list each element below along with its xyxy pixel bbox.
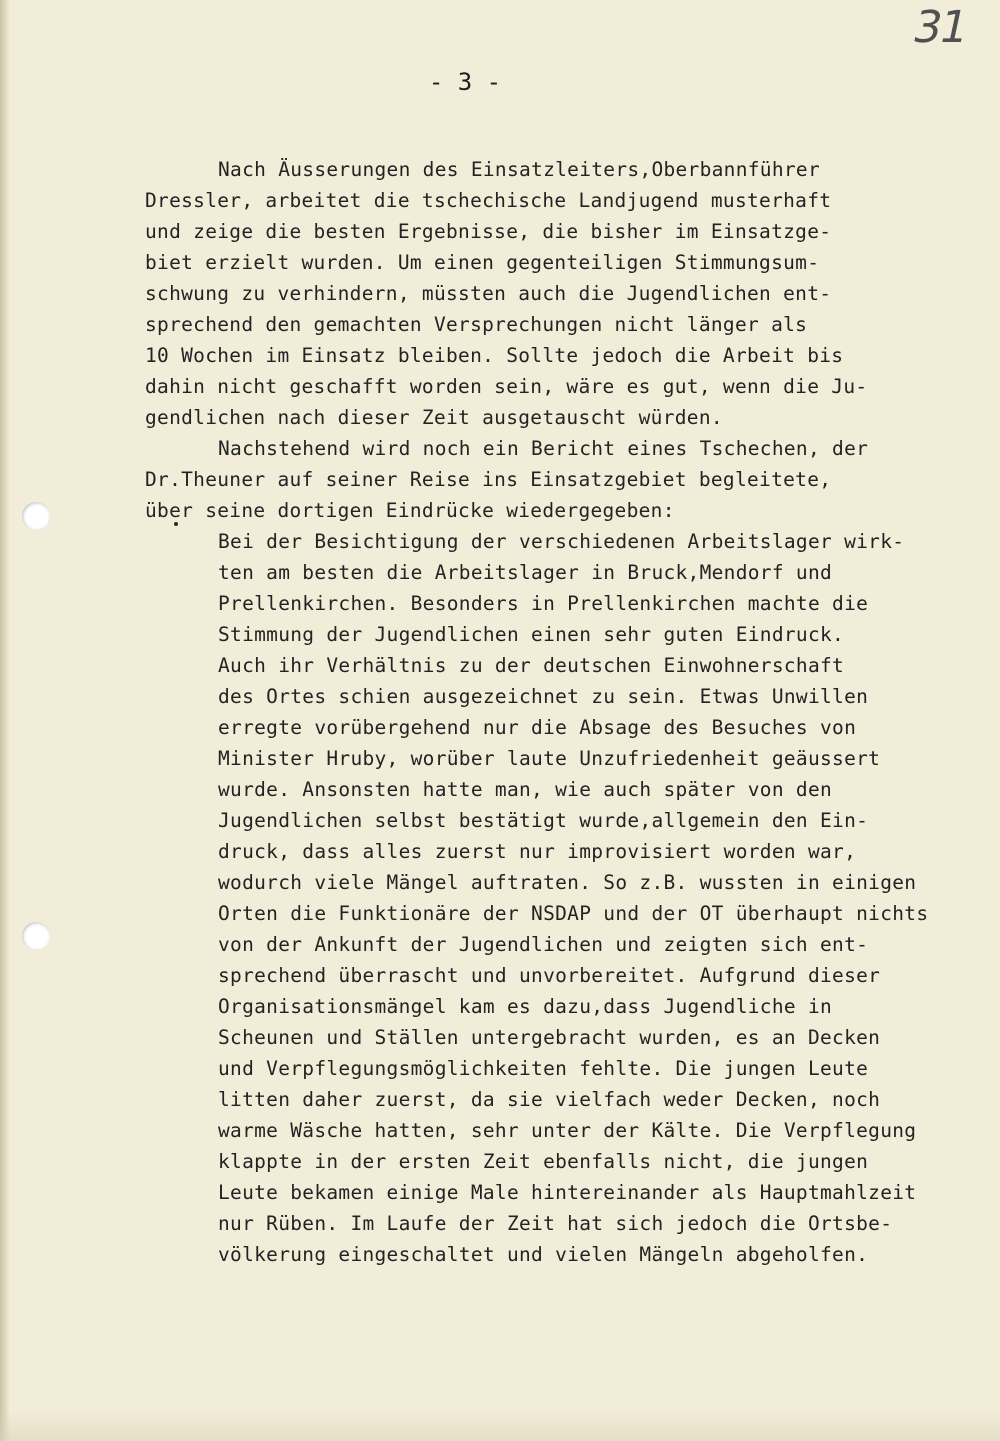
text-line: über seine dortigen Eindrücke wiedergegeben: xyxy=(145,499,675,522)
text-line: und Verpflegungsmöglichkeiten fehlte. Die jungen Leute xyxy=(218,1057,869,1080)
text-line: Nach Äusserungen des Einsatzleiters,Oberbannführer xyxy=(218,158,820,181)
text-line: Prellenkirchen. Besonders in Prellenkirchen machte die xyxy=(218,592,869,615)
text-line: nur Rüben. Im Laufe der Zeit hat sich jedoch die Ortsbe- xyxy=(218,1212,893,1235)
punch-hole xyxy=(22,502,50,530)
text-line: wurde. Ansonsten hatte man, wie auch später von den xyxy=(218,778,833,801)
text-line: Stimmung der Jugendlichen einen sehr guten Eindruck. xyxy=(218,623,845,646)
text-line: Auch ihr Verhältnis zu der deutschen Einwohnerschaft xyxy=(218,654,845,677)
page-bottom-shading xyxy=(0,1411,1000,1441)
text-line: und zeige die besten Ergebnisse, die bisher im Einsatzge- xyxy=(145,220,832,243)
text-line: sprechend überrascht und unvorbereitet. Aufgrund dieser xyxy=(218,964,881,987)
text-line: Dr.Theuner auf seiner Reise ins Einsatzgebiet begleitete, xyxy=(145,468,832,491)
text-line: 10 Wochen im Einsatz bleiben. Sollte jedoch die Arbeit bis xyxy=(145,344,844,367)
text-line: dahin nicht geschafft worden sein, wäre es gut, wenn die Ju- xyxy=(145,375,868,398)
text-line: Scheunen und Ställen untergebracht wurden, es an Decken xyxy=(218,1026,881,1049)
text-line: schwung zu verhindern, müssten auch die Jugendlichen ent- xyxy=(145,282,832,305)
text-line: Minister Hruby, worüber laute Unzufriedenheit geäussert xyxy=(218,747,881,770)
text-line: litten daher zuerst, da sie vielfach weder Decken, noch xyxy=(218,1088,881,1111)
punch-hole xyxy=(22,922,50,950)
text-line: Orten die Funktionäre der NSDAP und der OT überhaupt nichts xyxy=(218,902,929,925)
text-line: Organisationsmängel kam es dazu,dass Jugendliche in xyxy=(218,995,833,1018)
text-line: sprechend den gemachten Versprechungen nicht länger als xyxy=(145,313,808,336)
text-line: von der Ankunft der Jugendlichen und zeigten sich ent- xyxy=(218,933,869,956)
text-line: Jugendlichen selbst bestätigt wurde,allgemein den Ein- xyxy=(218,809,869,832)
text-line: biet erzielt wurden. Um einen gegenteiligen Stimmungsum- xyxy=(145,251,820,274)
folio-number: 31 xyxy=(908,2,972,53)
text-line: wodurch viele Mängel auftraten. So z.B. wussten in einigen xyxy=(218,871,917,894)
text-line: Nachstehend wird noch ein Bericht eines Tschechen, der xyxy=(218,437,869,460)
page-number: - 3 - xyxy=(428,68,502,96)
text-line: warme Wäsche hatten, sehr unter der Kälte. Die Verpflegung xyxy=(218,1119,917,1142)
page-edge-shadow xyxy=(0,0,10,1441)
text-line: des Ortes schien ausgezeichnet zu sein. Etwas Unwillen xyxy=(218,685,869,708)
text-line: erregte vorübergehend nur die Absage des Besuches von xyxy=(218,716,857,739)
text-line: völkerung eingeschaltet und vielen Mängeln abgeholfen. xyxy=(218,1243,869,1266)
text-line: Leute bekamen einige Male hintereinander als Hauptmahlzeit xyxy=(218,1181,917,1204)
text-line: Dressler, arbeitet die tschechische Landjugend musterhaft xyxy=(145,189,832,212)
text-line: druck, dass alles zuerst nur improvisiert worden war, xyxy=(218,840,857,863)
text-line: gendlichen nach dieser Zeit ausgetauscht würden. xyxy=(145,406,723,429)
text-line: ten am besten die Arbeitslager in Bruck,Mendorf und xyxy=(218,561,833,584)
text-line: Bei der Besichtigung der verschiedenen Arbeitslager wirk- xyxy=(218,530,905,553)
text-line: klappte in der ersten Zeit ebenfalls nicht, die jungen xyxy=(218,1150,869,1173)
